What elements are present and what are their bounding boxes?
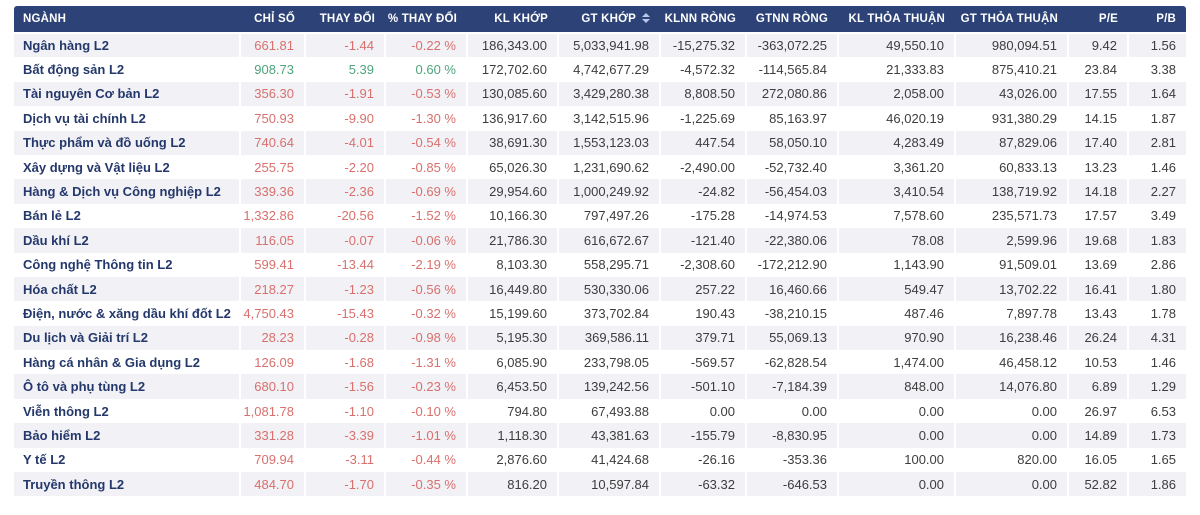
sector-name: Điện, nước & xăng dầu khí đốt L2 <box>14 301 240 325</box>
cell-pb: 1.56 <box>1150 38 1176 54</box>
cell-pb: 2.27 <box>1150 184 1176 200</box>
cell-pb: 1.46 <box>1150 159 1176 175</box>
cell-gt-khop: 3,142,515.96 <box>558 106 660 130</box>
cell-pb: 3.49 <box>1150 208 1176 224</box>
table-row-10[interactable] <box>14 253 1186 277</box>
cell-gt-thoa-thuan: 60,833.13 <box>955 155 1068 179</box>
cell-chi-so: 331.28 <box>240 423 305 447</box>
cell-chi-so: 339.36 <box>240 179 305 203</box>
cell-gt-khop: 41,424.68 <box>558 448 660 472</box>
cell-klnn-rong: 0.00 <box>660 399 746 423</box>
cell-kl-thoa-thuan: 3,410.54 <box>838 179 955 203</box>
cell-kl-khop: 5,195.30 <box>467 326 558 350</box>
cell-gtnn-rong: 85,163.97 <box>746 106 838 130</box>
cell-kl-khop: 38,691.30 <box>467 131 558 155</box>
cell-pct-thay-doi: -0.98 % <box>385 326 467 350</box>
cell-pb: 1.80 <box>1150 281 1176 297</box>
cell-pe: 19.68 <box>1068 228 1128 252</box>
cell-kl-thoa-thuan: 100.00 <box>838 448 955 472</box>
table-row-6[interactable] <box>14 155 1186 179</box>
cell-kl-thoa-thuan: 1,474.00 <box>838 350 955 374</box>
cell-gtnn-rong: 16,460.66 <box>746 277 838 301</box>
column-header-pct-thay-doi[interactable] <box>385 6 467 33</box>
cell-pe: 14.15 <box>1068 106 1128 130</box>
column-header-pb[interactable] <box>1128 6 1186 33</box>
cell-thay-doi: -20.56 <box>305 204 385 228</box>
cell-gt-khop: 797,497.26 <box>558 204 660 228</box>
cell-chi-so: 356.30 <box>240 82 305 106</box>
cell-thay-doi: -1.56 <box>305 374 385 398</box>
sector-name: Y tế L2 <box>14 448 240 472</box>
column-header-label: P/E <box>1098 13 1118 25</box>
cell-klnn-rong: -155.79 <box>660 423 746 447</box>
column-header-label: THAY ĐỔI <box>319 13 375 25</box>
column-header-chi-so[interactable] <box>240 6 305 33</box>
cell-gt-thoa-thuan: 980,094.51 <box>955 33 1068 57</box>
cell-klnn-rong: 8,808.50 <box>660 82 746 106</box>
cell-gtnn-rong: -7,184.39 <box>746 374 838 398</box>
cell-chi-so: 750.93 <box>240 106 305 130</box>
cell-pe: 14.89 <box>1068 423 1128 447</box>
cell-chi-so: 484.70 <box>240 472 305 496</box>
cell-pe: 23.84 <box>1068 57 1128 81</box>
cell-gt-thoa-thuan: 43,026.00 <box>955 82 1068 106</box>
cell-pct-thay-doi: -2.19 % <box>385 253 467 277</box>
sector-name: Bất động sản L2 <box>14 57 240 81</box>
cell-kl-khop: 794.80 <box>467 399 558 423</box>
cell-gt-khop: 373,702.84 <box>558 301 660 325</box>
cell-gtnn-rong: -22,380.06 <box>746 228 838 252</box>
cell-kl-khop: 172,702.60 <box>467 57 558 81</box>
cell-gt-khop: 4,742,677.29 <box>558 57 660 81</box>
sector-index-table <box>14 6 1186 496</box>
column-header-label: CHỈ SỐ <box>254 13 295 25</box>
column-header-label: NGÀNH <box>23 13 67 25</box>
cell-gtnn-rong: -646.53 <box>746 472 838 496</box>
table-row-13[interactable] <box>14 326 1186 350</box>
table-row-15[interactable] <box>14 374 1186 398</box>
sector-name: Tài nguyên Cơ bản L2 <box>14 82 240 106</box>
cell-pe: 10.53 <box>1068 350 1128 374</box>
cell-klnn-rong: -24.82 <box>660 179 746 203</box>
cell-kl-thoa-thuan: 0.00 <box>838 423 955 447</box>
cell-gtnn-rong: -114,565.84 <box>746 57 838 81</box>
cell-chi-so: 1,332.86 <box>240 204 305 228</box>
cell-klnn-rong: -121.40 <box>660 228 746 252</box>
cell-gtnn-rong: -56,454.03 <box>746 179 838 203</box>
cell-chi-so: 661.81 <box>240 33 305 57</box>
cell-pb: 1.86 <box>1150 476 1176 492</box>
cell-thay-doi: -13.44 <box>305 253 385 277</box>
cell-pct-thay-doi: -1.30 % <box>385 106 467 130</box>
cell-klnn-rong: 447.54 <box>660 131 746 155</box>
cell-chi-so: 218.27 <box>240 277 305 301</box>
cell-pe: 17.40 <box>1068 131 1128 155</box>
cell-kl-khop: 8,103.30 <box>467 253 558 277</box>
cell-kl-khop: 16,449.80 <box>467 277 558 301</box>
cell-kl-khop: 130,085.60 <box>467 82 558 106</box>
cell-kl-khop: 1,118.30 <box>467 423 558 447</box>
cell-thay-doi: -15.43 <box>305 301 385 325</box>
column-header-label: KL THỎA THUẬN <box>848 13 945 25</box>
cell-klnn-rong: -2,308.60 <box>660 253 746 277</box>
cell-pb: 1.46 <box>1150 354 1176 370</box>
cell-thay-doi: -1.91 <box>305 82 385 106</box>
column-header-kl-khop[interactable] <box>467 6 558 33</box>
cell-gt-thoa-thuan: 0.00 <box>955 423 1068 447</box>
cell-kl-khop: 10,166.30 <box>467 204 558 228</box>
cell-gt-khop: 558,295.71 <box>558 253 660 277</box>
cell-gtnn-rong: -52,732.40 <box>746 155 838 179</box>
cell-pe: 17.55 <box>1068 82 1128 106</box>
cell-chi-so: 709.94 <box>240 448 305 472</box>
cell-klnn-rong: -2,490.00 <box>660 155 746 179</box>
cell-thay-doi: 5.39 <box>305 57 385 81</box>
column-header-label: KLNN RÒNG <box>664 13 736 25</box>
cell-kl-thoa-thuan: 21,333.83 <box>838 57 955 81</box>
column-header-klnn-rong[interactable] <box>660 6 746 33</box>
sector-name: Xây dựng và Vật liệu L2 <box>14 155 240 179</box>
cell-pct-thay-doi: -0.44 % <box>385 448 467 472</box>
column-header-label: KL KHỚP <box>494 13 548 25</box>
cell-pe: 14.18 <box>1068 179 1128 203</box>
table-row-4[interactable] <box>14 106 1186 130</box>
cell-gtnn-rong: 55,069.13 <box>746 326 838 350</box>
cell-gtnn-rong: -14,974.53 <box>746 204 838 228</box>
table-row-18[interactable] <box>14 448 1186 472</box>
cell-pb: 1.78 <box>1150 305 1176 321</box>
sector-name: Dịch vụ tài chính L2 <box>14 106 240 130</box>
cell-thay-doi: -4.01 <box>305 131 385 155</box>
cell-klnn-rong: -63.32 <box>660 472 746 496</box>
cell-chi-so: 680.10 <box>240 374 305 398</box>
cell-klnn-rong: -15,275.32 <box>660 33 746 57</box>
cell-pct-thay-doi: -0.69 % <box>385 179 467 203</box>
cell-kl-thoa-thuan: 2,058.00 <box>838 82 955 106</box>
sector-name: Công nghệ Thông tin L2 <box>14 253 240 277</box>
cell-pe: 26.97 <box>1068 399 1128 423</box>
cell-klnn-rong: -1,225.69 <box>660 106 746 130</box>
cell-klnn-rong: 190.43 <box>660 301 746 325</box>
cell-pe: 6.89 <box>1068 374 1128 398</box>
column-header-label: GT KHỚP <box>581 13 636 25</box>
cell-gt-khop: 10,597.84 <box>558 472 660 496</box>
cell-pe: 52.82 <box>1068 472 1128 496</box>
cell-kl-thoa-thuan: 848.00 <box>838 374 955 398</box>
cell-kl-thoa-thuan: 970.90 <box>838 326 955 350</box>
cell-pb: 3.38 <box>1150 62 1176 78</box>
cell-pb: 1.65 <box>1150 452 1176 468</box>
cell-thay-doi: -0.28 <box>305 326 385 350</box>
cell-pct-thay-doi: -1.31 % <box>385 350 467 374</box>
table-header-row <box>14 6 1186 33</box>
table-row-12[interactable] <box>14 301 1186 325</box>
cell-pct-thay-doi: -0.32 % <box>385 301 467 325</box>
cell-kl-khop: 186,343.00 <box>467 33 558 57</box>
cell-pe: 13.43 <box>1068 301 1128 325</box>
cell-gt-khop: 233,798.05 <box>558 350 660 374</box>
cell-gtnn-rong: -363,072.25 <box>746 33 838 57</box>
cell-chi-so: 908.73 <box>240 57 305 81</box>
cell-gt-thoa-thuan: 7,897.78 <box>955 301 1068 325</box>
cell-thay-doi: -9.90 <box>305 106 385 130</box>
cell-kl-thoa-thuan: 0.00 <box>838 472 955 496</box>
cell-pb: 1.29 <box>1150 379 1176 395</box>
table-body <box>14 33 1186 496</box>
cell-chi-so: 1,081.78 <box>240 399 305 423</box>
cell-gt-thoa-thuan: 46,458.12 <box>955 350 1068 374</box>
cell-gt-khop: 67,493.88 <box>558 399 660 423</box>
cell-kl-khop: 21,786.30 <box>467 228 558 252</box>
table-row-2[interactable] <box>14 57 1186 81</box>
cell-pb: 1.73 <box>1150 427 1176 443</box>
column-header-gtnn-rong[interactable] <box>746 6 838 33</box>
sector-name: Du lịch và Giải trí L2 <box>14 326 240 350</box>
column-header-label: GTNN RÒNG <box>755 13 828 25</box>
cell-pb: 2.86 <box>1150 257 1176 273</box>
column-header-kl-thoa-thuan[interactable] <box>838 6 955 33</box>
cell-thay-doi: -3.11 <box>305 448 385 472</box>
cell-gtnn-rong: -8,830.95 <box>746 423 838 447</box>
table-row-11[interactable] <box>14 277 1186 301</box>
cell-gtnn-rong: 0.00 <box>746 399 838 423</box>
cell-gt-thoa-thuan: 2,599.96 <box>955 228 1068 252</box>
column-header-thay-doi[interactable] <box>305 6 385 33</box>
sector-name: Hóa chất L2 <box>14 277 240 301</box>
cell-klnn-rong: -26.16 <box>660 448 746 472</box>
sort-arrows-icon <box>642 13 650 23</box>
cell-pct-thay-doi: -0.35 % <box>385 472 467 496</box>
cell-pct-thay-doi: -0.85 % <box>385 155 467 179</box>
table-row-1[interactable] <box>14 33 1186 57</box>
cell-pe: 17.57 <box>1068 204 1128 228</box>
cell-gt-thoa-thuan: 16,238.46 <box>955 326 1068 350</box>
cell-gt-khop: 1,553,123.03 <box>558 131 660 155</box>
sector-name: Bán lẻ L2 <box>14 204 240 228</box>
sector-name: Viễn thông L2 <box>14 399 240 423</box>
cell-kl-thoa-thuan: 7,578.60 <box>838 204 955 228</box>
cell-gt-thoa-thuan: 931,380.29 <box>955 106 1068 130</box>
table-row-16[interactable] <box>14 399 1186 423</box>
cell-klnn-rong: -4,572.32 <box>660 57 746 81</box>
cell-gt-thoa-thuan: 91,509.01 <box>955 253 1068 277</box>
cell-kl-thoa-thuan: 46,020.19 <box>838 106 955 130</box>
cell-thay-doi: -0.07 <box>305 228 385 252</box>
table-row-17[interactable] <box>14 423 1186 447</box>
cell-gtnn-rong: -62,828.54 <box>746 350 838 374</box>
cell-klnn-rong: -569.57 <box>660 350 746 374</box>
cell-gtnn-rong: 272,080.86 <box>746 82 838 106</box>
cell-chi-so: 740.64 <box>240 131 305 155</box>
cell-thay-doi: -1.70 <box>305 472 385 496</box>
cell-chi-so: 255.75 <box>240 155 305 179</box>
cell-klnn-rong: -175.28 <box>660 204 746 228</box>
cell-chi-so: 4,750.43 <box>240 301 305 325</box>
sector-name: Hàng & Dịch vụ Công nghiệp L2 <box>14 179 240 203</box>
cell-thay-doi: -2.36 <box>305 179 385 203</box>
cell-gt-khop: 3,429,280.38 <box>558 82 660 106</box>
cell-gt-thoa-thuan: 13,702.22 <box>955 277 1068 301</box>
cell-chi-so: 599.41 <box>240 253 305 277</box>
cell-gt-khop: 530,330.06 <box>558 277 660 301</box>
cell-pb: 1.64 <box>1150 86 1176 102</box>
cell-gtnn-rong: 58,050.10 <box>746 131 838 155</box>
cell-klnn-rong: 379.71 <box>660 326 746 350</box>
sector-name: Bảo hiểm L2 <box>14 423 240 447</box>
cell-thay-doi: -2.20 <box>305 155 385 179</box>
cell-thay-doi: -1.68 <box>305 350 385 374</box>
table-row-7[interactable] <box>14 179 1186 203</box>
cell-gt-khop: 43,381.63 <box>558 423 660 447</box>
cell-pb: 6.53 <box>1150 403 1176 419</box>
cell-gt-thoa-thuan: 0.00 <box>955 399 1068 423</box>
cell-kl-khop: 136,917.60 <box>467 106 558 130</box>
sector-name: Truyền thông L2 <box>14 472 240 496</box>
cell-gt-thoa-thuan: 14,076.80 <box>955 374 1068 398</box>
cell-kl-khop: 2,876.60 <box>467 448 558 472</box>
cell-thay-doi: -1.44 <box>305 33 385 57</box>
cell-gtnn-rong: -353.36 <box>746 448 838 472</box>
cell-pct-thay-doi: 0.60 % <box>385 57 467 81</box>
cell-pct-thay-doi: -0.53 % <box>385 82 467 106</box>
cell-gt-thoa-thuan: 235,571.73 <box>955 204 1068 228</box>
cell-gt-khop: 1,231,690.62 <box>558 155 660 179</box>
cell-kl-thoa-thuan: 3,361.20 <box>838 155 955 179</box>
cell-pct-thay-doi: -0.22 % <box>385 33 467 57</box>
cell-kl-thoa-thuan: 4,283.49 <box>838 131 955 155</box>
cell-pe: 13.69 <box>1068 253 1128 277</box>
cell-gt-thoa-thuan: 0.00 <box>955 472 1068 496</box>
column-header-gt-thoa-thuan[interactable] <box>955 6 1068 33</box>
table-row-14[interactable] <box>14 350 1186 374</box>
cell-kl-khop: 816.20 <box>467 472 558 496</box>
sector-name: Hàng cá nhân & Gia dụng L2 <box>14 350 240 374</box>
cell-kl-khop: 6,085.90 <box>467 350 558 374</box>
cell-kl-thoa-thuan: 78.08 <box>838 228 955 252</box>
cell-gt-khop: 1,000,249.92 <box>558 179 660 203</box>
cell-gt-thoa-thuan: 875,410.21 <box>955 57 1068 81</box>
cell-kl-thoa-thuan: 549.47 <box>838 277 955 301</box>
cell-kl-thoa-thuan: 0.00 <box>838 399 955 423</box>
cell-gt-khop: 369,586.11 <box>558 326 660 350</box>
cell-pb: 4.31 <box>1150 330 1176 346</box>
cell-pct-thay-doi: -0.23 % <box>385 374 467 398</box>
cell-pct-thay-doi: -0.06 % <box>385 228 467 252</box>
cell-pe: 16.05 <box>1068 448 1128 472</box>
cell-pct-thay-doi: -0.56 % <box>385 277 467 301</box>
sector-name: Thực phẩm và đồ uống L2 <box>14 131 240 155</box>
column-header-gt-khop[interactable] <box>558 6 660 33</box>
cell-klnn-rong: 257.22 <box>660 277 746 301</box>
cell-kl-thoa-thuan: 487.46 <box>838 301 955 325</box>
cell-kl-thoa-thuan: 49,550.10 <box>838 33 955 57</box>
market-by-sector-panel <box>14 6 1186 496</box>
cell-kl-khop: 65,026.30 <box>467 155 558 179</box>
cell-klnn-rong: -501.10 <box>660 374 746 398</box>
table-row-19[interactable] <box>14 472 1186 496</box>
cell-pb: 1.87 <box>1150 110 1176 126</box>
cell-gt-khop: 139,242.56 <box>558 374 660 398</box>
sector-name: Ô tô và phụ tùng L2 <box>14 374 240 398</box>
cell-pe: 26.24 <box>1068 326 1128 350</box>
table-row-5[interactable] <box>14 131 1186 155</box>
cell-gt-thoa-thuan: 138,719.92 <box>955 179 1068 203</box>
cell-kl-thoa-thuan: 1,143.90 <box>838 253 955 277</box>
cell-thay-doi: -1.23 <box>305 277 385 301</box>
cell-pb: 1.83 <box>1150 232 1176 248</box>
table-row-9[interactable] <box>14 228 1186 252</box>
cell-pct-thay-doi: -1.01 % <box>385 423 467 447</box>
column-header-nganh[interactable] <box>14 6 240 33</box>
sector-name: Ngân hàng L2 <box>14 33 240 57</box>
table-row-8[interactable] <box>14 204 1186 228</box>
column-header-label: % THAY ĐỔI <box>387 13 457 25</box>
cell-chi-so: 126.09 <box>240 350 305 374</box>
column-header-label: GT THỎA THUẬN <box>960 13 1058 25</box>
cell-gt-thoa-thuan: 87,829.06 <box>955 131 1068 155</box>
sector-name: Dầu khí L2 <box>14 228 240 252</box>
cell-kl-khop: 6,453.50 <box>467 374 558 398</box>
cell-gt-khop: 5,033,941.98 <box>558 33 660 57</box>
cell-thay-doi: -1.10 <box>305 399 385 423</box>
column-header-pe[interactable] <box>1068 6 1128 33</box>
cell-chi-so: 116.05 <box>240 228 305 252</box>
cell-pe: 9.42 <box>1068 33 1128 57</box>
cell-thay-doi: -3.39 <box>305 423 385 447</box>
cell-chi-so: 28.23 <box>240 326 305 350</box>
column-header-label: P/B <box>1156 13 1176 25</box>
cell-gt-thoa-thuan: 820.00 <box>955 448 1068 472</box>
cell-pct-thay-doi: -0.54 % <box>385 131 467 155</box>
cell-gtnn-rong: -38,210.15 <box>746 301 838 325</box>
cell-kl-khop: 29,954.60 <box>467 179 558 203</box>
cell-kl-khop: 15,199.60 <box>467 301 558 325</box>
cell-pb: 2.81 <box>1150 135 1176 151</box>
cell-gt-khop: 616,672.67 <box>558 228 660 252</box>
cell-pct-thay-doi: -0.10 % <box>385 399 467 423</box>
cell-pe: 16.41 <box>1068 277 1128 301</box>
table-row-3[interactable] <box>14 82 1186 106</box>
cell-gtnn-rong: -172,212.90 <box>746 253 838 277</box>
cell-pe: 13.23 <box>1068 155 1128 179</box>
cell-pct-thay-doi: -1.52 % <box>385 204 467 228</box>
